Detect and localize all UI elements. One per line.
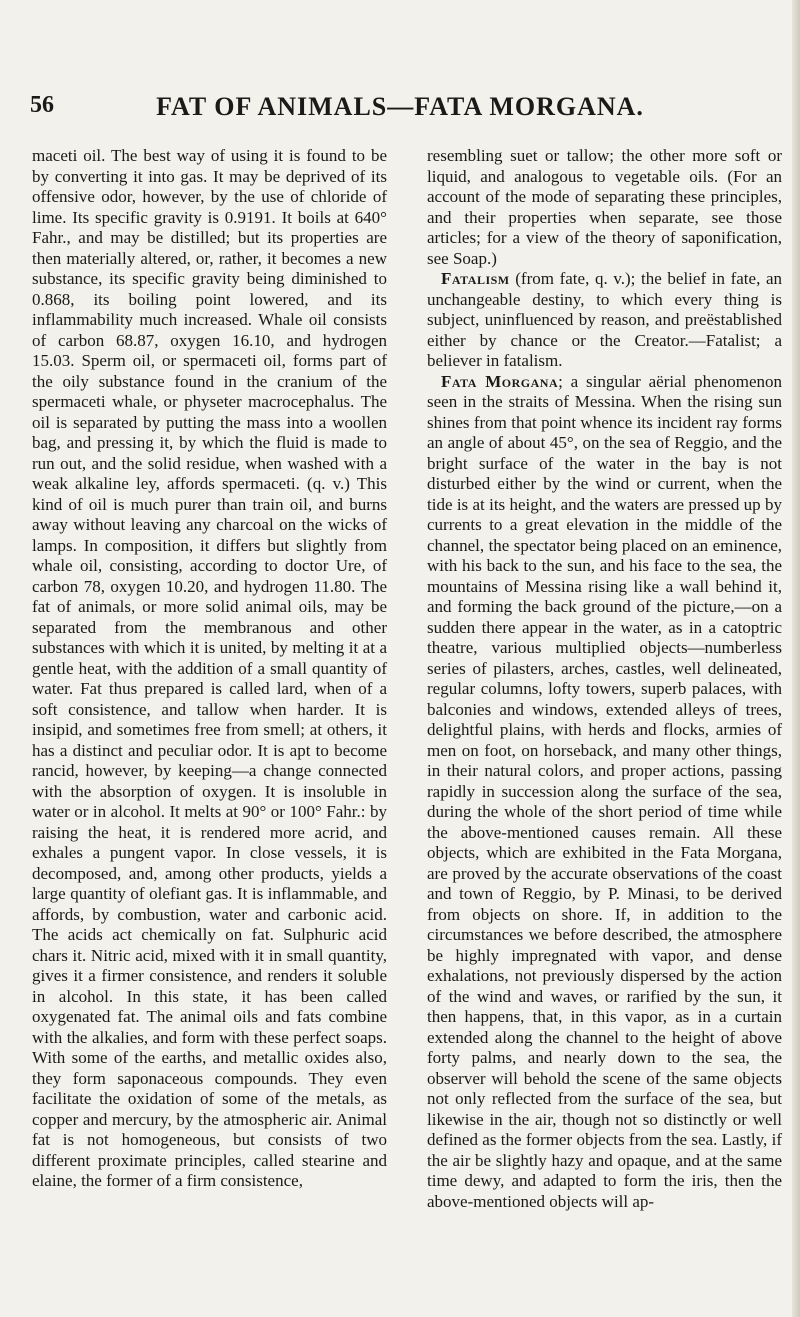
page-header (0, 0, 800, 121)
running-head: FAT OF ANIMALS—FATA MORGANA. (156, 92, 644, 121)
entry-text-fata-morgana: ; a singular aërial phenomenon seen in the straits of Messina. When the rising sun shines from that point whence its incident ray forms an angle of about 45°, on the sea of Reggio, and the bright surface of the water in the bay is not disturbed either by the wind or current, when the tide is at its height, and the waters are pressed up by currents to a great elevation in the middle of the channel, the spectator being placed on an eminence, with his back to the sun, and his face to the sea, the mountains of Messina rising like a wall behind it, and forming the back ground of the picture,—on a sudden there appear in the water, as in a catoptric theatre, various multiplied objects—numberless series of pilasters, arches, castles, well delineated, regular columns, lofty towers, superb palaces, with balconies and windows, extended alleys of trees, delightful plains, with herds and flocks, armies of men on foot, on horseback, and many other things, in their natural colors, and proper actions, passing rapidly in succession along the surface of the sea, during the whole of the short period of time while the above-mentioned causes remain. All these objects, which are exhibited in the Fata Morgana, are proved by the accurate observations of the coast and town of Reggio, by P. Minasi, to be derived from objects on shore. If, in addition to the circumstances we before described, the atmosphere be highly impregnated with vapor, and dense exhalations, not previously dispersed by the action of the wind and waves, or rarified by the sun, it then happens, that, in this vapor, as in a curtain extended along the channel to the height of above forty palms, and nearly down to the sea, the observer will behold the scene of the same objects not only reflected from the surface of the sea, but likewise in the air, though not so distinctly or well defined as the former objects from the sea. Lastly, if the air be slightly hazy and opaque, and at the same time dewy, and adapted to form the iris, then the above-mentioned objects will ap- (427, 371, 782, 1211)
entry-term-fata-morgana: Fata Morgana (441, 371, 559, 391)
left-column (32, 146, 387, 1192)
entry-fatalism (427, 269, 782, 372)
right-continuation-paragraph: resembling suet or tallow; the other more soft or liquid, and analogous to vegetable oils. (For an account of the mode of separating these principles, and their properties when separate, see those articles; for a view of the theory of saponification, see Soap.) (427, 146, 782, 268)
left-paragraph: maceti oil. The best way of using it is found to be by converting it into gas. It may be deprived of its offensive odor, however, by the use of chloride of lime. Its specific gravity is 0.9191. It boils at 640° Fahr., and may be distilled; but its properties are then materially altered, or, rather, it becomes a new substance, its specific gravity being diminished to 0.868, its boiling point lowered, and its inflammability much increased. Whale oil consists of carbon 68.87, oxygen 16.10, and hydrogen 15.03. Sperm oil, or spermaceti oil, forms part of the oily substance found in the cranium of the spermaceti whale, or physeter macrocephalus. The oil is separated by putting the mass into a woollen bag, and pressing it, by which the fluid is made to run out, and the solid residue, when washed with a weak alkaline ley, affords spermaceti. (q. v.) This kind of oil is much purer than train oil, and burns away without leaving any charcoal on the wicks of lamps. In composition, it differs but slightly from whale oil, consisting, according to doctor Ure, of carbon 78, oxygen 10.20, and hydrogen 11.80. The fat of animals, or more solid animal oils, may be separated from the membranous and other substances with which it is united, by melting it at a gentle heat, with the addition of a small quantity of water. Fat thus prepared is called lard, when of a soft consistence, and tallow when harder. It is insipid, and sometimes free from smell; at others, it has a distinct and peculiar odor. It is apt to become rancid, however, by keeping—a change connected with the absorption of oxygen. It is insoluble in water or in alcohol. It melts at 90° or 100° Fahr.: by raising the heat, it is rendered more acrid, and exhales a pungent vapor. In close vessels, it is decomposed, and, among other products, yields a large quantity of olefiant gas. It is inflammable, and affords, by combustion, water and carbonic acid. The acids act chemically on fat. Sulphuric acid chars it. Nitric acid, mixed with it in small quantity, gives it a firmer consistence, and renders it soluble in alcohol. In this state, it has been called oxygenated fat. The animal oils and fats combine with the alkalies, and form with these perfect soaps. With some of the earths, and metallic oxides also, they form saponaceous compounds. They even facilitate the oxidation of some of the metals, as copper and mercury, by the atmospheric air. Animal fat is not homogeneous, but consists of two different proximate principles, called stearine and elaine, the former of a firm consistence, (32, 146, 387, 1190)
right-column (427, 146, 782, 1212)
entry-term-fatalism: Fatalism (441, 269, 510, 288)
entry-fata-morgana (427, 372, 782, 1213)
page-number: 56 (30, 92, 54, 118)
entry-text-fatalism: (from fate, q. v.); the belief in fate, an unchangeable destiny, to which every thing is subject, uninfluenced by reason, and preëstablished either by chance or the Creator.—Fatalist; a believer in fatalism. (427, 269, 782, 370)
page-binding-edge (792, 0, 800, 1317)
